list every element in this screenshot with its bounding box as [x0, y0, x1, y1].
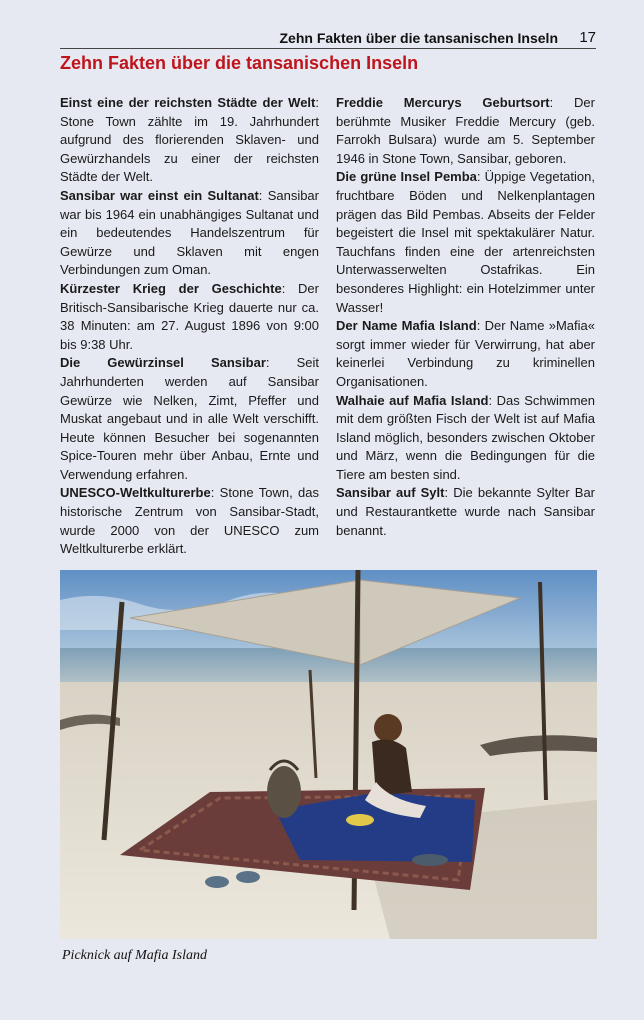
sandals [205, 876, 229, 888]
fact-text: Der Britisch-Sansibarische Krieg dauerte nur ca. 38 Minuten: am 27. August 1896 von 9:00 bis 9:38 Uhr. [60, 280, 319, 352]
fact-heading: Der Name Mafia Island [336, 318, 477, 334]
header-rule [60, 48, 596, 49]
fact-paragraph: Sansibar auf Sylt: Die bekannte Sylter Bar und Restaurantkette wurde nach Sansibar benannt. [336, 485, 596, 538]
fact-heading: Sansibar auf Sylt [336, 485, 445, 501]
fact-text: Stone Town, das historische Zentrum von Sansibar-Stadt, wurde 2000 von der UNESCO zum Weltkulturerbe erklärt. [60, 485, 319, 557]
fact-paragraph: Die grüne Insel Pemba: Üppige Vegetation, fruchtbare Böden und Nelkenplantagen prägen das Bild Pembas. Abseits der Felder begeistert die Insel mit spektakulärer Natur. Tauchfans finden eine der artenreichsten Unterwasserwelten Ostafrikas. Ein besonderes Highlight: ein Hotelzimmer unter Wasser! [336, 169, 595, 315]
fact-text: Die bekannte Sylter Bar und Restaurantkette wurde nach Sansibar benannt. [336, 485, 596, 538]
fact-heading: UNESCO-Weltkulturerbe [60, 485, 211, 501]
fact-paragraph: Die Gewürzinsel Sansibar: Seit Jahrhunderten werden auf Sansibar Gewürze wie Nelken, Zimt, Pfeffer und Muskat angebaut und in alle Welt verschifft. Heute können Besucher bei sogenannten Spice-Touren mehr über Anbau, Ernte und Verwendung erfahren. [60, 355, 319, 482]
fact-paragraph: Walhaie auf Mafia Island: Das Schwimmen mit dem größten Fisch der Welt ist auf Mafia Island möglich, besonders zwischen Oktober und März, wenn die Bedingungen für die Tiere am besten sind. [336, 392, 595, 482]
fact-heading: Die Gewürzinsel Sansibar [60, 355, 266, 371]
fact-heading: Freddie Mercurys Geburtsort [336, 95, 550, 110]
fact-heading: Walhaie auf Mafia Island [336, 392, 489, 408]
fact-heading: Sansibar war einst ein Sultanat [60, 187, 259, 203]
right-column [336, 94, 595, 540]
beach-picnic-photo [60, 570, 597, 939]
fact-paragraph: Freddie Mercurys Geburtsort: Der berühmte Musiker Freddie Mercury (geb. Farrokh Bulsara) wurde am 5. September 1946 in Stone Town, Sansibar, geboren. [336, 95, 595, 166]
photo-caption: Picknick auf Mafia Island [62, 948, 208, 963]
page-number: 17 [579, 29, 596, 46]
fact-heading: Kürzester Krieg der Geschichte [60, 280, 282, 296]
fact-paragraph: Einst eine der reichsten Städte der Welt: Stone Town zählte im 19. Jahrhundert aufgrund des florierenden Sklaven- und Gewürzhandels zu einer der reichsten Städte der Welt. [60, 95, 319, 185]
running-head [60, 30, 596, 50]
fact-text: Sansibar war bis 1964 ein unabhängiges Sultanat und ein bedeutendes Handelszentrum für Gewürze und Sklaven mit engen Verbindungen zum Oman. [60, 187, 319, 278]
fact-text: Üppige Vegetation, fruchtbare Böden und Nelkenplantagen prägen das Bild Pembas. Abseits der Felder begeistert die Insel mit spektakulärer Natur. Tauchfans finden eine der artenreichsten Unterwasserwelten Ostafrikas. Ein besonderes Highlight: ein Hotelzimmer unter Wasser! [336, 169, 595, 315]
running-title: Zehn Fakten über die tansanischen Inseln [279, 30, 558, 46]
fact-paragraph: UNESCO-Weltkulturerbe: Stone Town, das historische Zentrum von Sansibar-Stadt, wurde 2000 von der UNESCO zum Weltkulturerbe erklärt. [60, 485, 319, 557]
fact-paragraph: Kürzester Krieg der Geschichte: Der Britisch-Sansibarische Krieg dauerte nur ca. 38 Minuten: am 27. August 1896 von 9:00 bis 9:38 Uhr. [60, 280, 319, 352]
fact-paragraph: Der Name Mafia Island: Der Name »Mafia« sorgt immer wieder für Verwirrung, hat aber keinerlei Verbindung zu kriminellen Organisationen. [336, 318, 595, 389]
fact-heading: Einst eine der reichsten Städte der Welt [60, 95, 316, 110]
person-head [374, 714, 402, 742]
chapter-title: Zehn Fakten über die tansanischen Inseln [60, 53, 419, 73]
fact-heading: Die grüne Insel Pemba [336, 169, 477, 185]
left-column [60, 94, 319, 559]
fact-text: Seit Jahrhunderten werden auf Sansibar Gewürze wie Nelken, Zimt, Pfeffer und Muskat angebaut und in alle Welt verschifft. Heute können Besucher bei sogenannten Spice-Touren mehr über Anbau, Ernte und Verwendung erfahren. [60, 355, 319, 482]
fact-paragraph: Sansibar war einst ein Sultanat: Sansibar war bis 1964 ein unabhängiges Sultanat und ein bedeutendes Handelszentrum für Gewürze und Sklaven mit engen Verbindungen zum Oman. [60, 187, 319, 278]
fact-text: Der Name »Mafia« sorgt immer wieder für Verwirrung, hat aber keinerlei Verbindung zu kriminellen Organisationen. [336, 318, 595, 389]
fact-text: Der berühmte Musiker Freddie Mercury (geb. Farrokh Bulsara) wurde am 5. September 1946 in Stone Town, Sansibar, geboren. [336, 95, 595, 166]
fact-text: Das Schwimmen mit dem größten Fisch der Welt ist auf Mafia Island möglich, besonders zwischen Oktober und März, wenn die Bedingungen für die Tiere am besten sind. [336, 392, 595, 482]
basket [267, 766, 301, 818]
fact-text: Stone Town zählte im 19. Jahrhundert aufgrund des florierenden Sklaven- und Gewürzhandels zu einer der reichsten Städte der Welt. [60, 113, 319, 185]
